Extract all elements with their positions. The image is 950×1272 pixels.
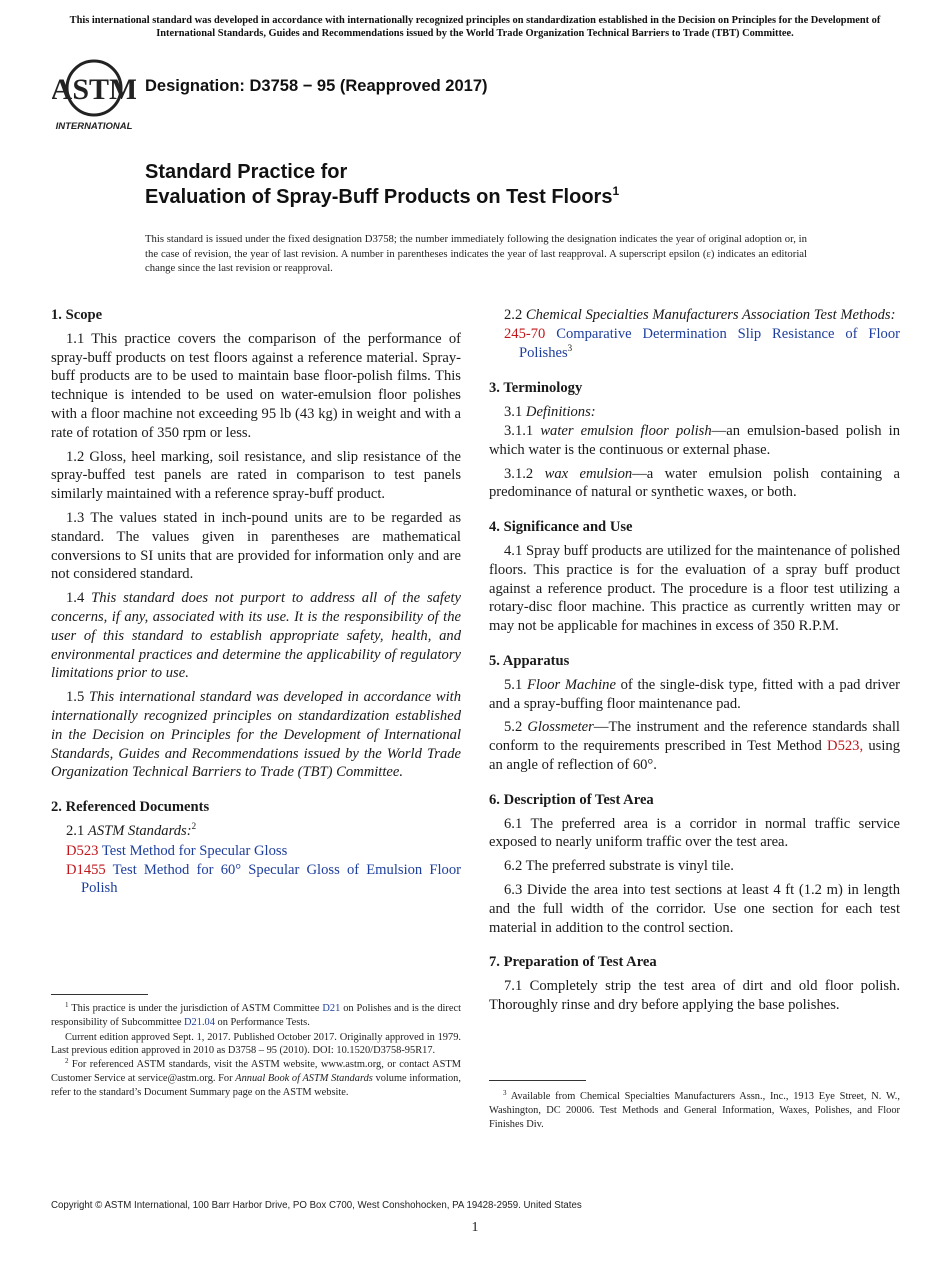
section-heading-significance: 4. Significance and Use: [489, 519, 633, 536]
para-1-3: 1.3 The values stated in inch-pound units are to be regarded as standard. The values given in parentheses are mathematical conversions to SI units that are provided for information only and are not considered standard.: [51, 509, 461, 583]
section-heading-preparation: 7. Preparation of Test Area: [489, 954, 657, 971]
section-heading-scope: 1. Scope: [51, 307, 103, 323]
para-4-1: 4.1 Spray buff products are utilized for the maintenance of polished floors. This practice is for the evaluation of a spray buff product against a reference product. The procedure is a floor test utilizing a rotary-disc floor machine. This practice as currently written may or may not be applicable for machines in excess of 350 R.P.M.: [489, 542, 900, 635]
para-3-1: 3.1 Definitions:: [504, 404, 596, 421]
para-7-1: 7.1 Completely strip the test area of dirt and old floor polish. Thoroughly rinse and dry before applying the base polishes.: [489, 978, 900, 1013]
ref-csma-245-70[interactable]: 245-70 Comparative Determination Slip Resistance of Floor Polishes$^3$: [504, 325, 900, 361]
para-2-2: 2.2 Chemical Specialties Manufacturers Association Test Methods:: [504, 307, 896, 323]
para-6-3: 6.3 Divide the area into test sections at least 4 ft (1.2 m) in length and the full width of the corridor. Use one section for each test material in addition to the control section.: [489, 881, 900, 936]
para-6-1: 6.1 The preferred area is a corridor in normal traffic service exposed to nearly uniform traffic over the test area.: [489, 815, 900, 851]
svg-text:ASTM: ASTM: [52, 73, 136, 106]
para-1-1: 1.1 This practice covers the comparison of the performance of spray-buff products on test floors against a reference material. Spray-buff products are to be used to maintain base floor-polish films. This technique is intended to be used on water-emulsion floor polishes with a floor machine not exceeding 95 lb (43 kg) in weight and with a rate of rotation of 350 rpm or less.: [51, 330, 461, 441]
footnote-3: $^3$ Available from Chemical Specialties Manufacturers Assn., Inc., 1913 Eye Street, N. W., Washington, DC 20006. Test Methods and General Information, Waxes, Polishes, and Floor Finishes Div.: [489, 1089, 900, 1130]
footnotes-left: [51, 1002, 461, 1100]
ref-d1455[interactable]: D1455 Test Method for 60° Specular Gloss of Emulsion Floor Polish: [66, 861, 462, 897]
designation: Designation: D3758 − 95 (Reapproved 2017): [145, 77, 488, 95]
copyright: Copyright © ASTM International, 100 Barr Harbor Drive, PO Box C700, West Conshohocken, PA 19428-2959. United States: [51, 1200, 582, 1211]
astm-logo-icon: [52, 58, 136, 134]
issued-note: This standard is issued under the fixed designation D3758; the number immediately following the designation indicates the year of original adoption or, in the case of revision, the year of last revision. A number in parentheses indicates the year of last reapproval. A superscript epsilon (ε) indicates an editorial change since the last revision or reapproval.: [145, 233, 807, 274]
logo-text: INTERNATIONAL: [55, 121, 133, 132]
ref-d523[interactable]: D523 Test Method for Specular Gloss: [66, 842, 288, 859]
section-heading-terminology: 3. Terminology: [489, 380, 583, 397]
title-footnote-marker: 1: [612, 184, 620, 198]
para-6-2: 6.2 The preferred substrate is vinyl tile.: [504, 858, 734, 875]
section-heading-apparatus: 5. Apparatus: [489, 652, 570, 669]
top-notice: This international standard was developed in accordance with internationally recognized principles on standardization established in the Decision on Principles for the Development of International Standards, Guides and Recommendations issued by the World Trade Organization Technical Barriers to Trade (TBT) Committee.: [69, 15, 881, 39]
para-3-1-2: 3.1.2 wax emulsion—a water emulsion polish containing a predominance of natural or synthetic waxes, or both.: [489, 465, 900, 501]
footnote-1-edition: Current edition approved Sept. 1, 2017. Published October 2017. Originally approved in 1979. Last previous edition approved in 2010 as D3758 – 95 (2010). DOI: 10.1520/D3758-95R17.: [51, 1031, 461, 1056]
link-d21-04[interactable]: D21.04: [184, 1017, 215, 1029]
para-1-5: 1.5 This international standard was developed in accordance with internationally recognized principles on standardization established in the Decision on Principles for the Development of International Standards, Guides and Recommendations issued by the World Trade Organization Technical Barriers to Trade (TBT) Committee.: [51, 689, 462, 781]
para-1-2: 1.2 Gloss, heel marking, soil resistance, and slip resistance of the spray-buffed test panels are rated in comparison to test panels similarly maintained with a reference spray-buff product.: [51, 448, 461, 503]
footnote-rule-left: [51, 994, 148, 995]
para-1-4: 1.4 This standard does not purport to address all of the safety concerns, if any, associated with its use. It is the responsibility of the user of this standard to establish appropriate safety, health, and environmental practices and determine the applicability of regulatory limitations prior to use.: [51, 590, 461, 682]
page-number: 1: [471, 1220, 479, 1235]
link-d523-inline[interactable]: D523,: [827, 738, 864, 755]
para-3-1-1: 3.1.1 water emulsion floor polish—an emulsion-based polish in which water is the continuous or external phase.: [489, 422, 900, 458]
footnote-2: $^2$ For referenced ASTM standards, visit the ASTM website, www.astm.org, or contact ASTM Customer Service at service@astm.org. For Annual Book of ASTM Standards volume information, refer to the standard’s Document Summary page on the ASTM website.: [51, 1057, 461, 1098]
footnote-rule-right: [489, 1080, 586, 1081]
para-5-2: 5.2 Glossmeter—The instrument and the reference standards shall conform to the requirements prescribed in Test Method D523, using an angle of reflection of 60°.: [489, 719, 900, 773]
footnotes-right: [489, 1090, 900, 1132]
left-column: [51, 306, 461, 898]
astm-logo: [52, 58, 136, 134]
section-heading-test-area: 6. Description of Test Area: [489, 791, 654, 808]
link-d21[interactable]: D21: [322, 1003, 341, 1014]
title-line-1: Standard Practice for: [145, 161, 348, 183]
section-heading-referenced: 2. Referenced Documents: [51, 799, 210, 816]
para-2-1: 2.1 ASTM Standards:$^2$: [66, 820, 197, 839]
para-5-1: 5.1 Floor Machine of the single-disk type, fitted with a pad driver and a spray-buffing floor maintenance pad.: [489, 676, 900, 712]
title-line-2: Evaluation of Spray-Buff Products on Test Floors$^1$: [145, 184, 620, 208]
footnote-1: $^1$ This practice is under the jurisdiction of ASTM Committee D21 on Polishes and is the direct responsibility of Subcommittee D21.04 on Performance Tests.: [51, 1001, 461, 1029]
page-title: [145, 160, 619, 212]
right-column: [489, 306, 900, 1020]
